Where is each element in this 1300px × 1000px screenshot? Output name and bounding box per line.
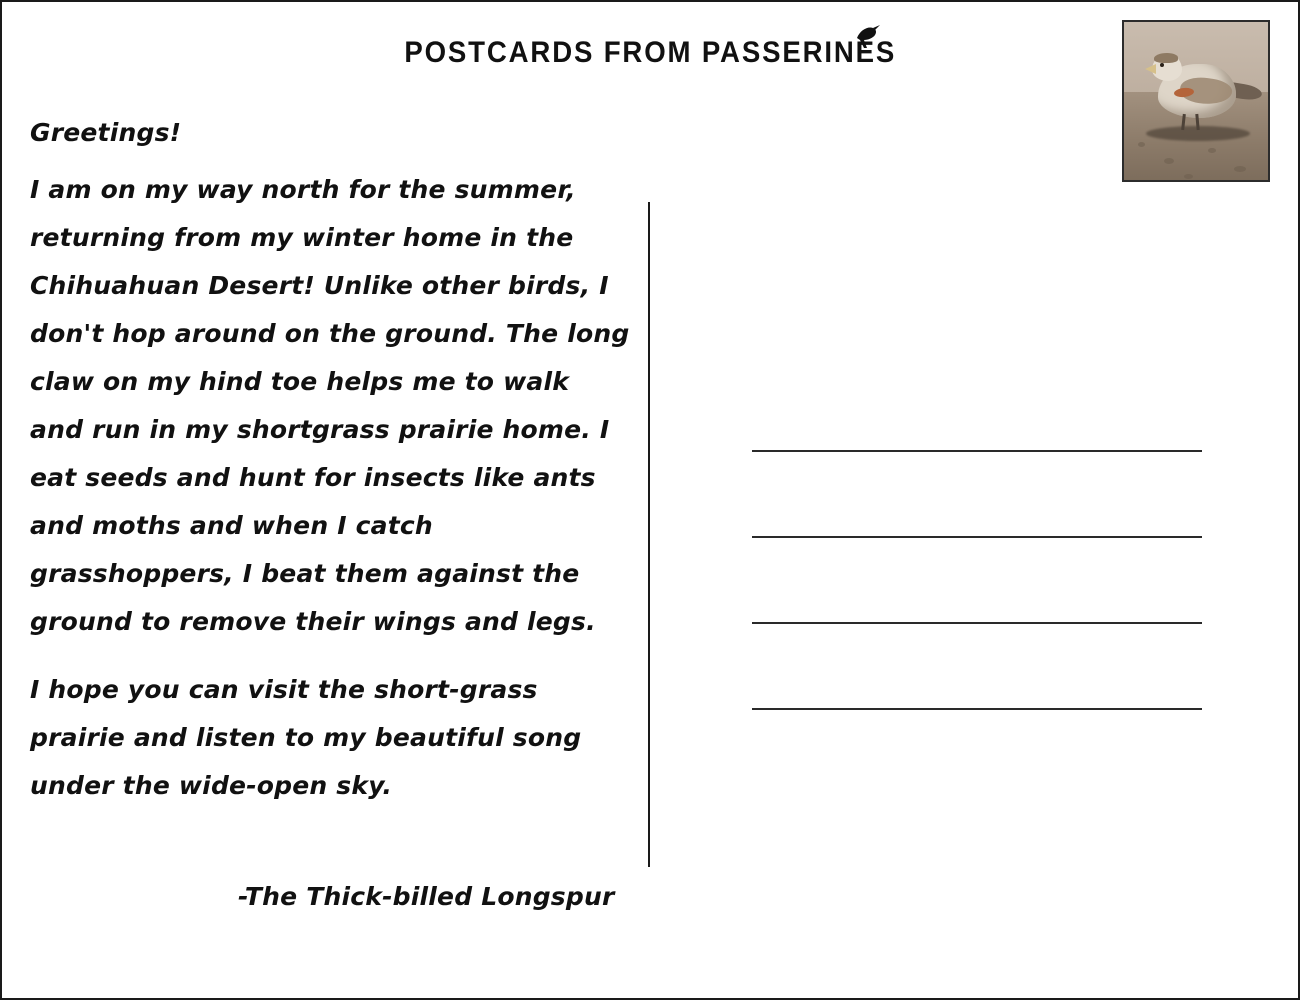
- address-line-3[interactable]: [752, 622, 1202, 624]
- message-paragraph-1: I am on my way north for the summer, returning from my winter home in the Chihuahuan Desert! Unlike other birds, I don't hop around on the ground. The long claw on my hind toe helps me to walk and run in my shortgrass prairie home. I eat seeds and hunt for insects like ants and moths and when I catch grasshoppers, I beat them against the ground to remove their wings and legs.: [30, 175, 630, 636]
- bird-beak: [1145, 64, 1156, 74]
- message-paragraph-2: I hope you can visit the short-grass prairie and listen to my beautiful song under the wide-open sky.: [30, 675, 582, 800]
- bird-eye: [1160, 63, 1164, 67]
- address-block[interactable]: [752, 450, 1202, 710]
- address-line-4[interactable]: [752, 708, 1202, 710]
- postcard-header: [2, 36, 1298, 70]
- address-line-1[interactable]: [752, 450, 1202, 452]
- page-title: POSTCARDS FROM PASSERINES: [404, 36, 896, 69]
- ground-pebble: [1138, 142, 1145, 147]
- message-area: [30, 118, 630, 830]
- perched-bird-icon: [854, 24, 882, 50]
- ground-pebble: [1208, 148, 1216, 153]
- address-line-2[interactable]: [752, 536, 1202, 538]
- postcard-divider: [648, 202, 650, 867]
- signature-text: -The Thick-billed Longspur: [238, 882, 615, 911]
- ground-pebble: [1234, 166, 1246, 172]
- ground-pebble: [1164, 158, 1174, 164]
- ground-pebble: [1184, 174, 1193, 179]
- stamp-photo: [1122, 20, 1270, 182]
- greeting-text: Greetings!: [30, 118, 182, 147]
- bird-crown: [1154, 53, 1178, 63]
